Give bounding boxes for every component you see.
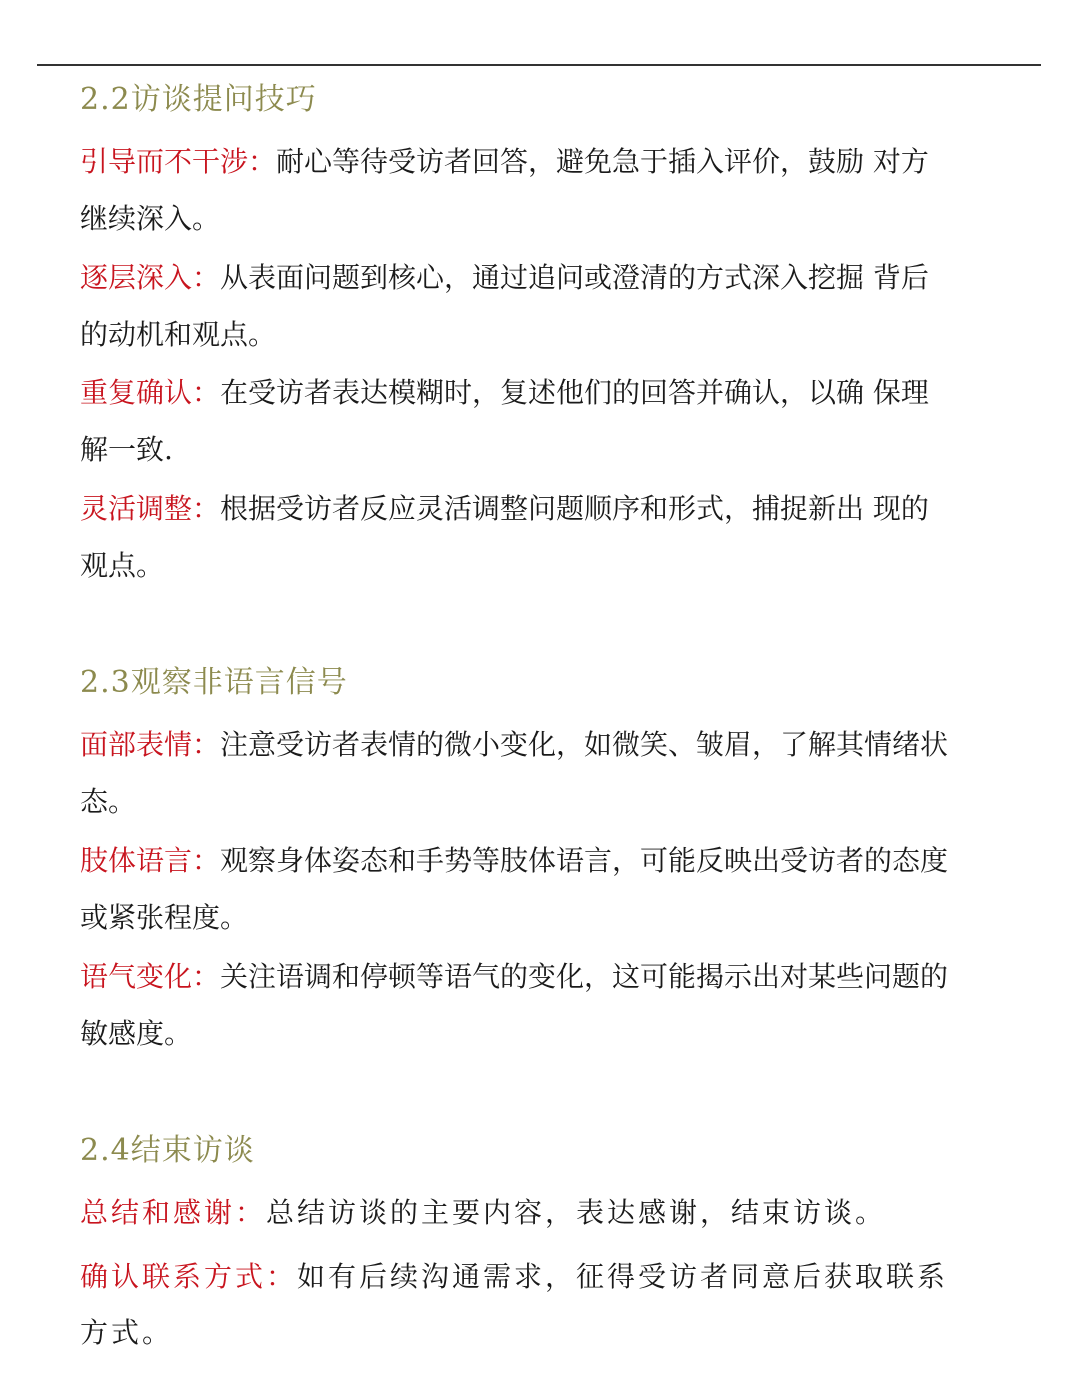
list-item [80,1249,950,1361]
top-divider [37,64,1041,66]
list-item [80,480,950,594]
item-label: 面部表情： [80,728,221,761]
item-label: 逐层深入： [80,261,221,294]
list-item [80,1185,950,1241]
item-text: 总结访谈的主要内容，表达感谢，结束访谈。 [266,1196,887,1229]
item-text: 如有后续沟通需求，征得受访者同意后获取联系方式。 [80,1260,949,1349]
item-label: 总结和感谢： [80,1196,267,1229]
list-item [80,716,950,830]
section-heading-2-4: 2.4结束访谈 [80,1133,255,1168]
item-text: 注意受访者表情的微小变化，如微笑、皱眉，了解其情绪状态。 [80,728,949,818]
item-label: 语气变化： [80,960,221,993]
item-label: 肢体语言： [80,844,221,877]
item-text: 耐心等待受访者回答，避免急于插入评价，鼓励 对方继续深入。 [80,145,929,235]
list-item [80,133,950,247]
list-item [80,249,950,363]
item-text: 在受访者表达模糊时，复述他们的回答并确认，以确 保理解一致. [80,376,929,466]
list-item [80,832,950,946]
section-heading-2-3: 2.3观察非语言信号 [80,665,348,700]
item-text: 关注语调和停顿等语气的变化，这可能揭示出对某些问题的敏感度。 [80,960,949,1050]
item-label: 引导而不干涉： [80,145,277,178]
list-item [80,948,950,1062]
item-label: 灵活调整： [80,492,221,525]
item-label: 重复确认： [80,376,221,409]
list-item [80,364,950,478]
item-text: 根据受访者反应灵活调整问题顺序和形式，捕捉新出 现的观点。 [80,492,929,582]
item-label: 确认联系方式： [80,1260,298,1293]
section-heading-2-2: 2.2访谈提问技巧 [80,82,317,117]
item-text: 从表面问题到核心，通过追问或澄清的方式深入挖掘 背后的动机和观点。 [80,261,929,351]
item-text: 观察身体姿态和手势等肢体语言，可能反映出受访者的态度或紧张程度。 [80,844,949,934]
